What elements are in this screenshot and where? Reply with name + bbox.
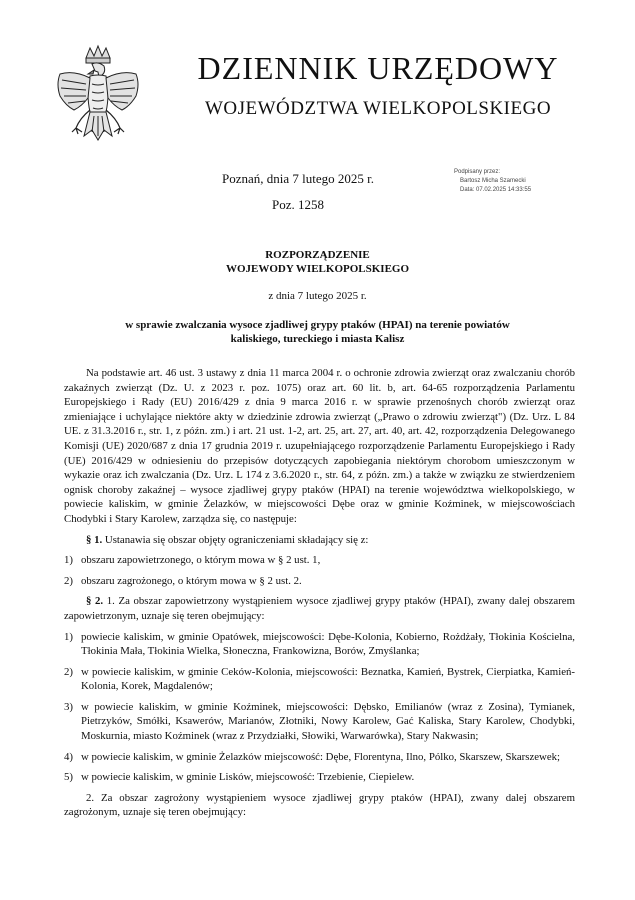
journal-title: DZIENNIK URZĘDOWY — [197, 50, 559, 86]
list-item-text: w powiecie kaliskim, w gminie Koźminek, miejscowości: Dębsko, Emilianów (wraz z Zosina), Tymianek, Pietrzyków, Smółki, Ksawerów, Marianów, Złotniki, Nowy Karolew, Gać Kaliska, Stary Karolew, Chodybki, Moskurnia, miasto Koźminek (wraz z Przydziałki, Słowiki, Warwarówka), Stary Nakwasin; — [81, 700, 575, 743]
journal-subtitle: WOJEWÓDZTWA WIELKOPOLSKIEGO — [204, 98, 552, 119]
list-item — [64, 630, 575, 659]
list-item-number: 1) — [64, 630, 73, 643]
list-item-text: w powiecie kaliskim, w gminie Żelazków miejscowość: Dębe, Florentyna, Ilno, Pólko, Skarszew, Skarszewek; — [81, 750, 561, 763]
section-2-label: § 2. — [86, 595, 104, 608]
list-item-number: 5) — [64, 771, 73, 784]
list-item — [64, 770, 575, 785]
list-item — [64, 750, 575, 765]
act-date: z dnia 7 lutego 2025 r. — [268, 290, 367, 302]
list-item — [64, 665, 575, 694]
list-item-number: 3) — [64, 700, 73, 713]
list-item-text: obszaru zagrożonego, o którym mowa w § 2 ust. 2. — [81, 574, 302, 587]
list-item — [64, 574, 575, 589]
list-item — [64, 700, 575, 744]
act-subject — [100, 318, 535, 346]
document-body — [64, 366, 575, 826]
act-type — [100, 248, 535, 276]
list-item-number: 1) — [64, 554, 73, 567]
act-subject-line2: kaliskiego, tureckiego i miasta Kalisz — [230, 333, 405, 345]
preamble: Na podstawie art. 46 ust. 3 ustawy z dnia 11 marca 2004 r. o ochronie zdrowia zwierząt oraz zwalczaniu chorób zakaźnych zwierząt (Dz. U. z 2023 r. poz. 1075) oraz art. 60 lit. b, art. 64-65 rozporządzenia Parlamentu Europejskiego i Rady (EU) 2016/429 z dnia 9 marca 2016 r. w sprawie przenośnych chorób zwierząt oraz zmieniające i uchylające niektóre akty w dziedzinie zdrowia zwierząt („Prawo o zdrowiu zwierząt") (Dz. Urz. L 84 UE. z 31.3.2016 r., str. 1, z późn. zm.) i art. 21 ust. 1-2, art. 25, art. 27, art. 40, art. 42, rozporządzenia Delegowanego Komisji (UE) 2020/687 z dnia 17 grudnia 2019 r. uzupełniającego rozporządzenie Parlamentu Europejskiego i Rady (UE) 2016/429 w odniesieniu do przepisów dotyczących zapobiegania niektórym chorobom umieszczonym w wykazie oraz ich zwalczania (Dz. Urz. L 174 z 3.6.2020 r., str. 64, z późn. zm.) a także w związku ze stwierdzeniem ognisk choroby zakaźnej – wysoce zjadliwej grypy ptaków (HPAI) na terenie województwa wielkopolskiego, w powiecie kaliskim, w gminie Żelazków, w miejscowości Dębe oraz w gminie Koźminek, w miejscowościach Chodybki i Stary Karolew, zarządza się, co następuje: — [64, 367, 575, 525]
list-item-number: 2) — [64, 574, 73, 587]
section-1-label: § 1. — [86, 533, 103, 546]
list-item-number: 4) — [64, 750, 73, 763]
list-item-text: w powiecie kaliskim, w gminie Ceków-Kolonia, miejscowości: Beznatka, Kamień, Bystrek, Cierpiatka, Kamień-Kolonia, Korek, Magdalenów; — [81, 665, 575, 693]
act-subject-line1: w sprawie zwalczania wysoce zjadliwej grypy ptaków (HPAI) na terenie powiatów — [125, 319, 510, 331]
publication-date: Poznań, dnia 7 lutego 2025 r. — [221, 171, 374, 186]
act-type-line1: ROZPORZĄDZENIE — [265, 249, 370, 261]
section-2-paragraph-2: 2. Za obszar zagrożony wystąpieniem wysoce zjadliwej grypy ptaków (HPAI), zwany dalej obszarem zagrożonym, uznaje się teren obejmujący: — [64, 791, 575, 819]
signature-label: Podpisany przez: — [454, 169, 501, 175]
list-item — [64, 553, 575, 568]
list-item-number: 2) — [64, 665, 73, 678]
section-1-text: Ustanawia się obszar objęty ograniczeniami składający się z: — [102, 533, 369, 546]
section-1 — [64, 533, 575, 548]
position-number: Poz. 1258 — [272, 197, 324, 212]
digital-signature — [454, 168, 604, 195]
list-item-text: w powiecie kaliskim, w gminie Lisków, miejscowość: Trzebienie, Ciepielew. — [81, 771, 415, 784]
signature-signer: Bartosz Micha Szamecki — [460, 178, 526, 184]
list-item-text: obszaru zapowietrzonego, o którym mowa w § 2 ust. 1, — [81, 554, 321, 567]
list-item-text: powiecie kaliskim, w gminie Opatówek, miejscowości: Dębe-Kolonia, Kobierno, Rożdżały, Tłokinia Kościelna, Tłokinia Mała, Tłokinia Wielka, Słoneczna, Frankowizna, Borów, Zmyślanka; — [81, 630, 575, 658]
signature-date: Data: 07.02.2025 14:33:55 — [460, 187, 532, 193]
act-type-line2: WOJEWODY WIELKOPOLSKIEGO — [225, 263, 410, 275]
section-2 — [64, 594, 575, 623]
polish-eagle-emblem — [52, 44, 144, 152]
section-2-text: 1. Za obszar zapowietrzony wystąpieniem wysoce zjadliwej grypy ptaków (HPAI), zwany dalej obszarem zapowietrzonym, uznaje się teren obejmujący: — [64, 595, 575, 622]
